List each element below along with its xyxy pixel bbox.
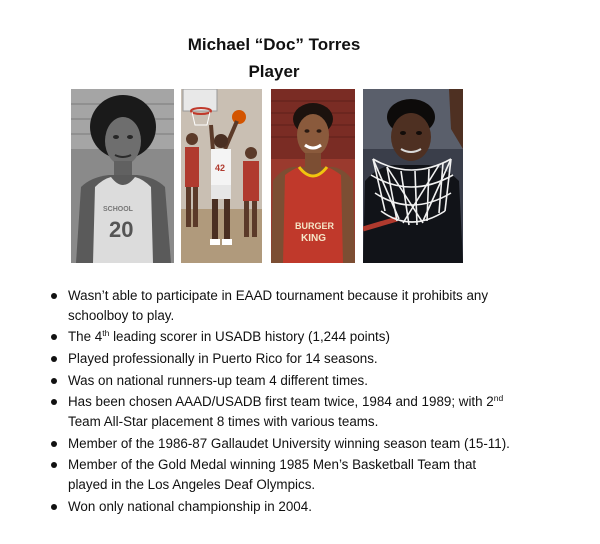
- list-item-text-post: Team All-Star placement 8 times with various teams.: [68, 413, 379, 429]
- jersey-number-42: 42: [215, 163, 226, 173]
- list-item: [48, 349, 518, 369]
- player-name: Michael “Doc” Torres: [187, 35, 361, 54]
- bullet-icon: [51, 462, 57, 468]
- list-item-text-sup: nd: [493, 393, 504, 404]
- list-item: [48, 327, 518, 347]
- bullet-icon: [51, 334, 57, 340]
- player-role: Player: [248, 62, 300, 81]
- list-item: [48, 392, 518, 431]
- jersey-lettering: SCHOOL: [103, 206, 133, 213]
- list-item-text-pre: The 4: [68, 329, 103, 345]
- list-item: [48, 286, 518, 325]
- list-item-text: Member of the 1986-87 Gallaudet University winning season team (15-11).: [68, 435, 510, 451]
- jersey-burger-text: BURGER: [295, 221, 335, 231]
- photo-net-celebration: [363, 89, 463, 263]
- jersey-number-20: 20: [109, 217, 134, 242]
- list-item-text: Played professionally in Puerto Rico for 14 seasons.: [68, 350, 378, 366]
- bullet-icon: [51, 378, 57, 384]
- list-item-text: Was on national runners-up team 4 different times.: [68, 372, 368, 388]
- bullet-icon: [51, 399, 57, 405]
- list-item-text: Member of the Gold Medal winning 1985 Men’s Basketball Team that played in the Los Angeles Deaf Olympics.: [68, 457, 477, 492]
- list-item-text: Wasn’t able to participate in EAAD tournament because it prohibits any schoolboy to play.: [68, 288, 489, 323]
- list-item: [48, 371, 518, 391]
- bullet-icon: [51, 441, 57, 447]
- jersey-king-text: KING: [301, 233, 326, 244]
- list-item-text-sup: th: [102, 328, 110, 339]
- bullet-icon: [51, 356, 57, 362]
- photo-burger-king-jersey: [271, 89, 355, 263]
- list-item: [48, 434, 518, 454]
- bullet-icon: [51, 293, 57, 299]
- list-item-text-post: leading scorer in USADB history (1,244 points): [109, 329, 390, 345]
- list-item: [48, 455, 518, 494]
- photo-action-shot: [181, 89, 262, 263]
- list-item: [48, 497, 518, 517]
- list-item-text-pre: Has been chosen AAAD/USADB first team twice, 1984 and 1989; with 2: [68, 394, 494, 410]
- photo-yearbook-portrait: [71, 89, 174, 263]
- bullet-icon: [51, 504, 57, 510]
- career-highlights-list: [48, 286, 518, 518]
- list-item-text: Won only national championship in 2004.: [68, 498, 312, 514]
